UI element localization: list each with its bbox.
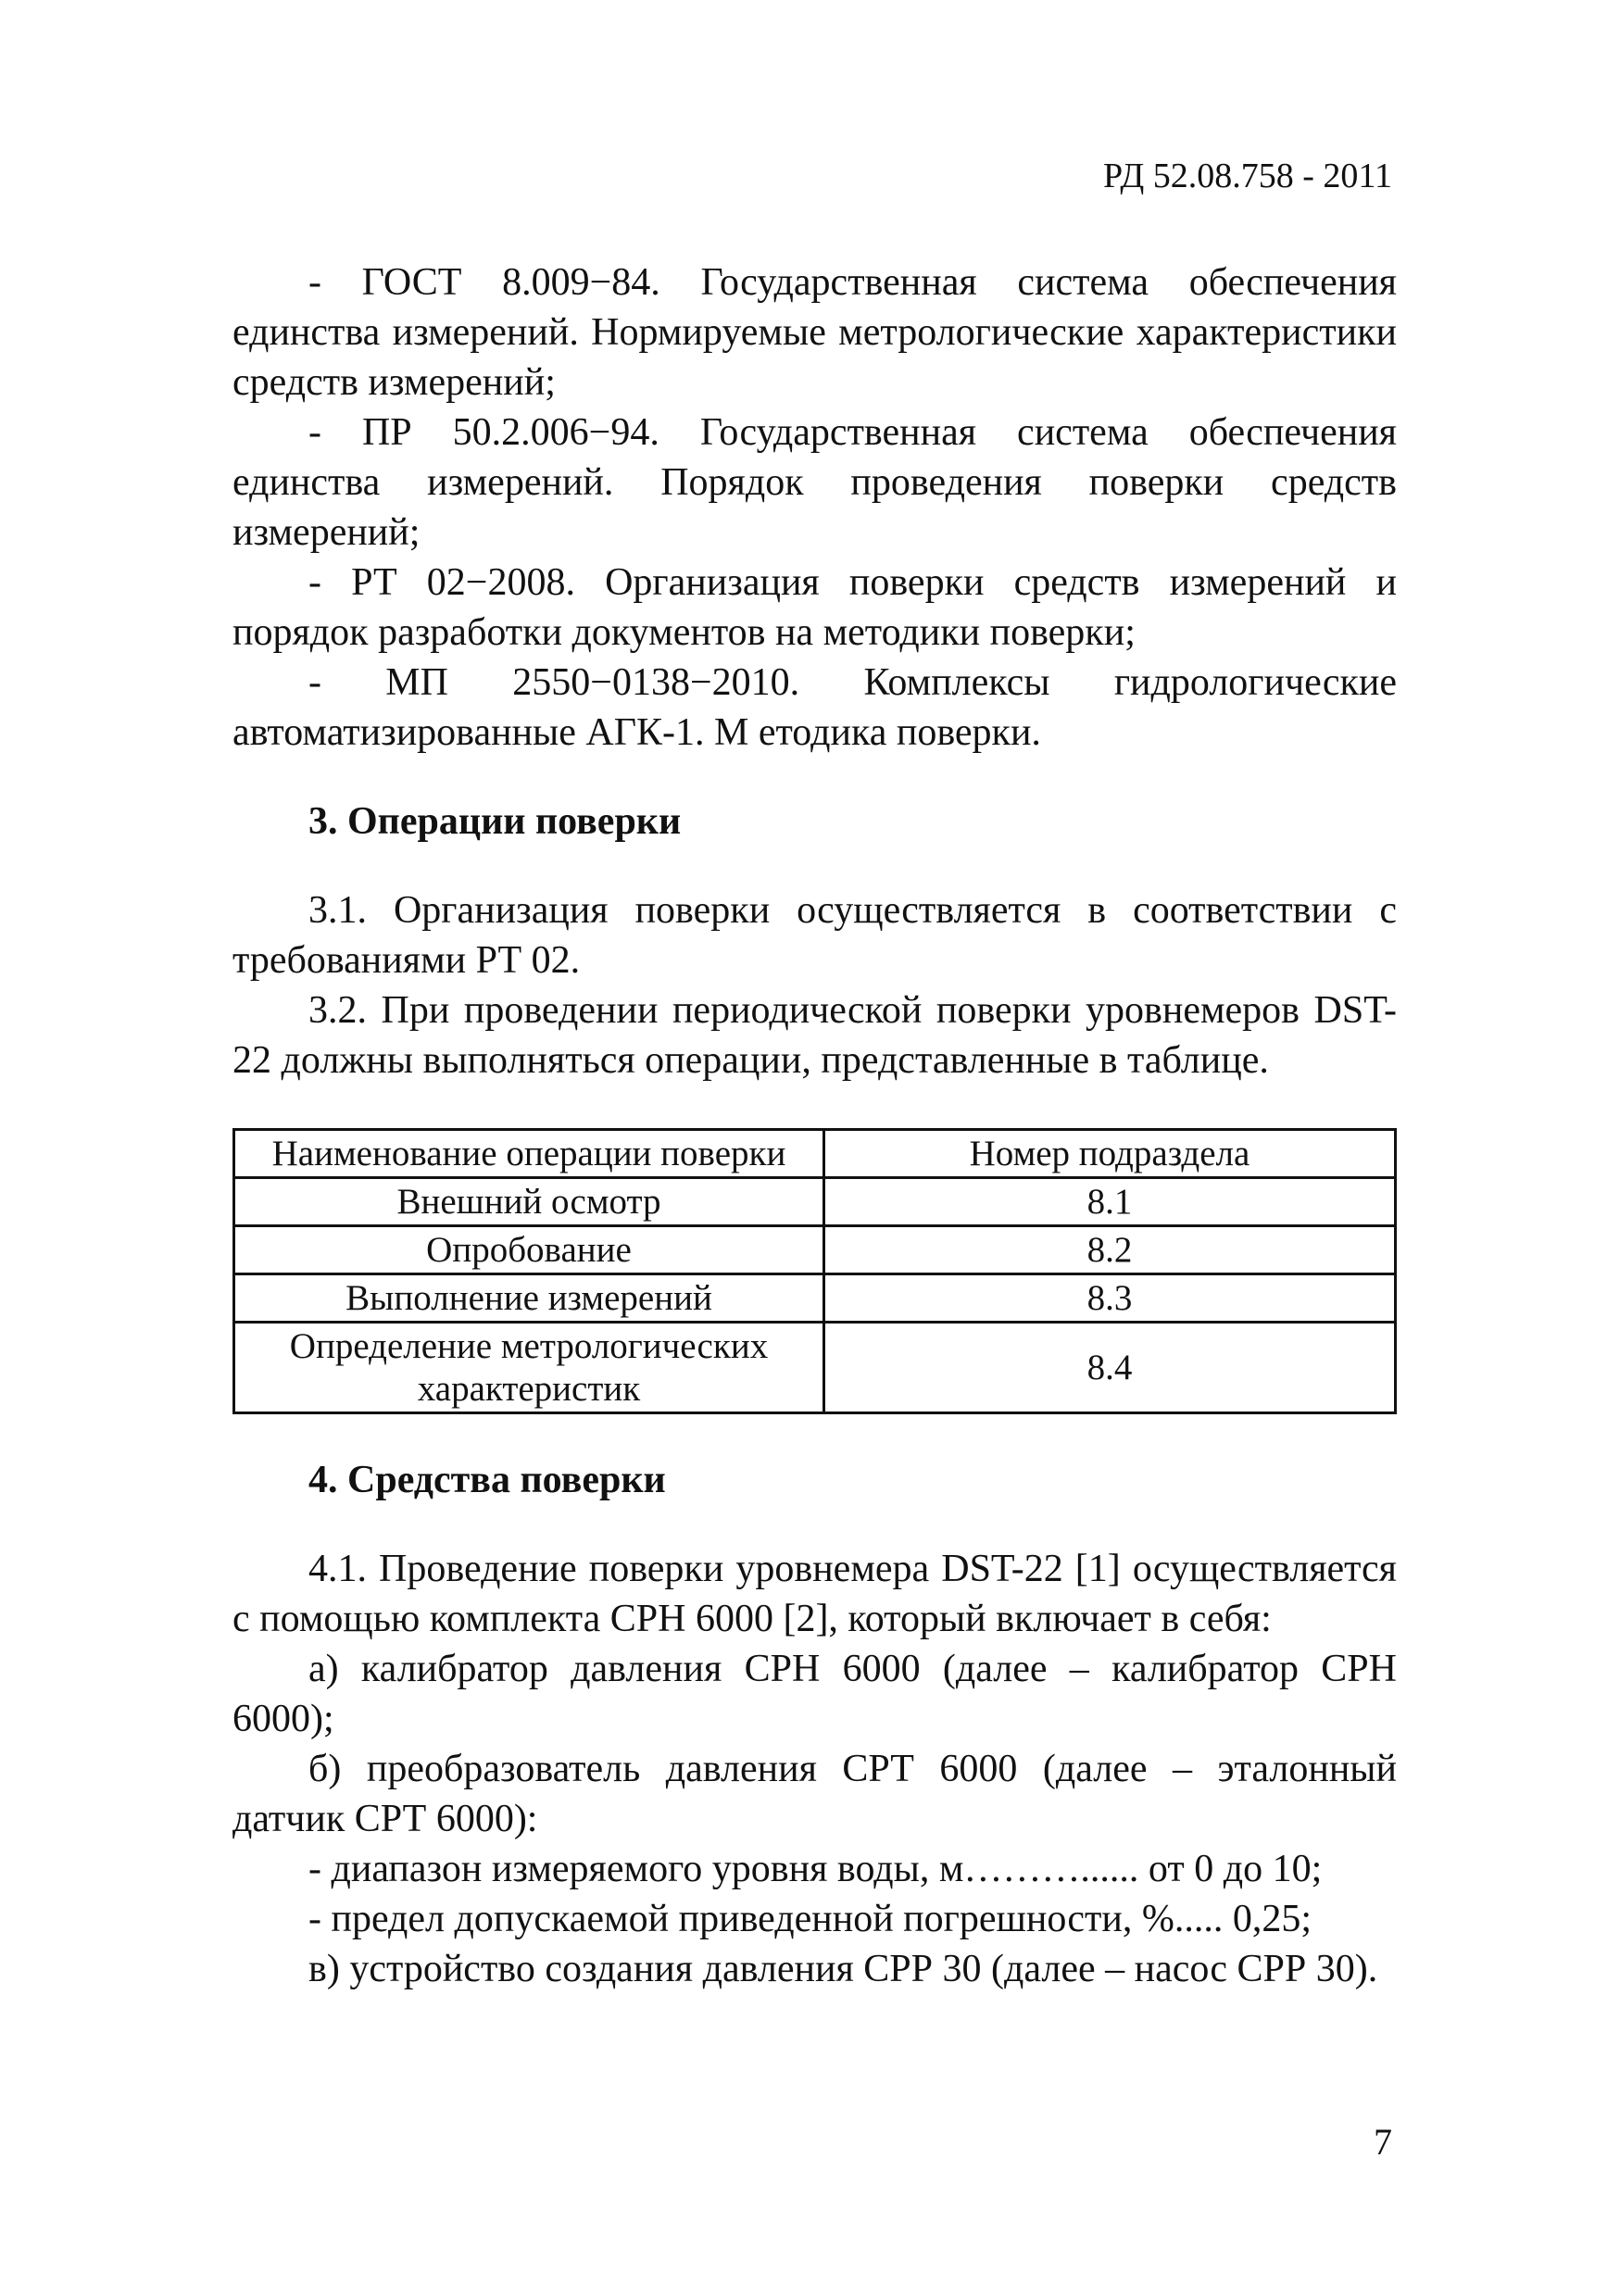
table-row: [234, 1178, 1396, 1226]
operation-cell: Опробование: [234, 1226, 824, 1274]
table-header-row: [234, 1130, 1396, 1178]
section-3-1-paragraph: 3.1. Организация поверки осуществляется в соответствии с требованиями РТ 02.: [232, 889, 1397, 982]
item-a-calibrator: а) калибратор давления СРН 6000 (далее – калибратор СРН 6000);: [232, 1648, 1397, 1740]
reference-gost: - ГОСТ 8.009−84. Государственная система обеспечения единства измерений. Нормируемые метрологические характеристики средств измерений;: [232, 261, 1397, 404]
table-row: [234, 1274, 1396, 1323]
table-row: [234, 1226, 1396, 1274]
operation-cell: Внешний осмотр: [234, 1178, 824, 1226]
operations-table: [232, 1128, 1397, 1414]
subsection-cell: 8.3: [824, 1274, 1396, 1323]
document-code-header: РД 52.08.758 - 2011: [1103, 157, 1392, 195]
operation-cell: Выполнение измерений: [234, 1274, 824, 1323]
header-subsection-number: Номер подраздела: [824, 1130, 1396, 1178]
page-number: 7: [1374, 2121, 1392, 2163]
reference-pr: - ПР 50.2.006−94. Государственная система обеспечения единства измерений. Порядок проведения поверки средств измерений;: [232, 411, 1397, 554]
subsection-cell: 8.2: [824, 1226, 1396, 1274]
page-content: [232, 257, 1397, 1994]
item-b-range: - диапазон измеряемого уровня воды, м………...... от 0 до 10;: [308, 1848, 1323, 1890]
item-b-error-limit: - предел допускаемой приведенной погрешности, %..... 0,25;: [308, 1898, 1312, 1940]
operation-cell-line: Определение метрологических: [289, 1325, 769, 1366]
section-4-heading: 4. Средства поверки: [308, 1459, 666, 1501]
item-c-pump: в) устройство создания давления СРР 30 (далее – насос СРР 30).: [308, 1948, 1378, 1990]
reference-rt: - РТ 02−2008. Организация поверки средств измерений и порядок разработки документов на методики поверки;: [232, 561, 1397, 654]
section-3-2-paragraph: 3.2. При проведении периодической поверки уровнемеров DST-22 должны выполняться операции, представленные в таблице.: [232, 989, 1397, 1082]
subsection-cell: 8.4: [824, 1323, 1396, 1413]
reference-mp: - МП 2550−0138−2010. Комплексы гидрологические автоматизированные АГК-1. М етодика поверки.: [232, 661, 1397, 754]
subsection-cell: 8.1: [824, 1178, 1396, 1226]
operation-cell: [234, 1323, 824, 1413]
item-b-transducer: б) преобразователь давления СРТ 6000 (далее – эталонный датчик СРТ 6000):: [232, 1748, 1397, 1840]
section-3-heading: 3. Операции поверки: [308, 800, 682, 843]
operation-cell-line: характеристик: [417, 1368, 641, 1409]
table-row: [234, 1323, 1396, 1413]
section-4-1-paragraph: 4.1. Проведение поверки уровнемера DST-22 [1] осуществляется с помощью комплекта СРН 6000 [2], который включает в себя:: [232, 1548, 1397, 1640]
header-operation-name: Наименование операции поверки: [234, 1130, 824, 1178]
